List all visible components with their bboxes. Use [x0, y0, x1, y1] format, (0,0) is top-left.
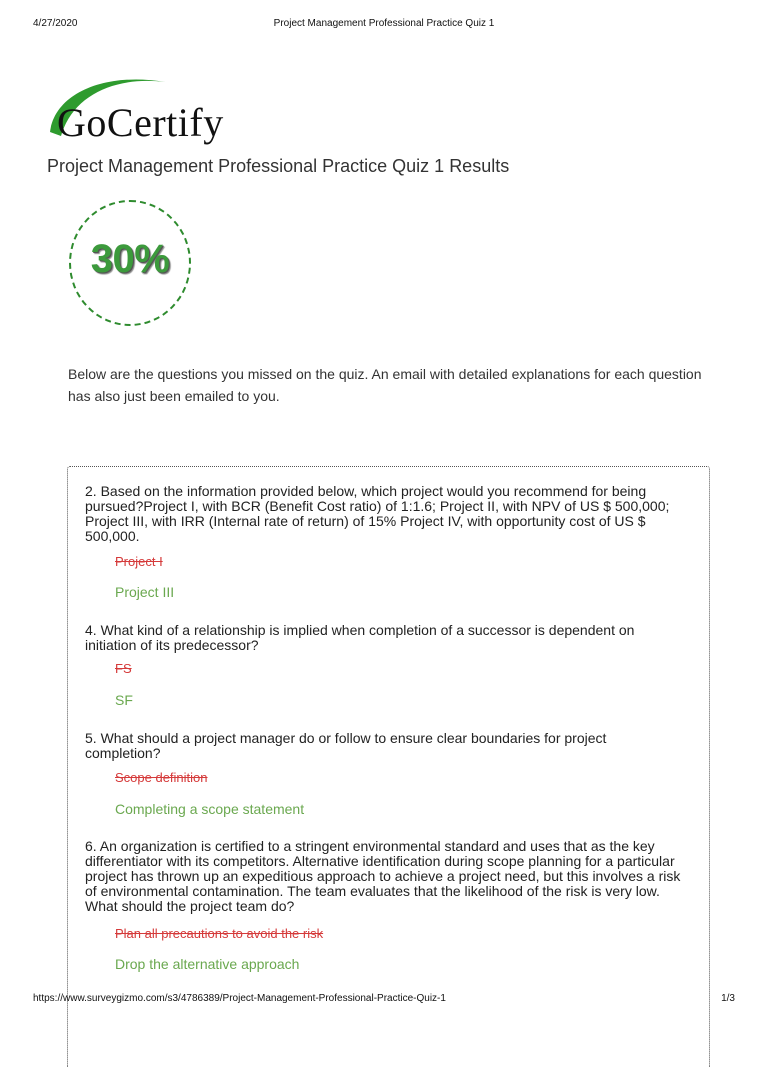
- print-footer: [0, 993, 768, 1007]
- correct-answer: Completing a scope statement: [115, 801, 305, 817]
- print-header: [0, 18, 768, 32]
- question-text: 5. What should a project manager do or follow to ensure clear boundaries for project completion?: [85, 730, 607, 761]
- intro-text: Below are the questions you missed on the quiz. An email with detailed explanations for each question has also just been emailed to you.: [68, 366, 702, 404]
- score-value: 30%: [90, 236, 170, 281]
- print-url: https://www.surveygizmo.com/s3/4786389/Project-Management-Professional-Practice-Quiz-1: [33, 993, 446, 1004]
- wrong-answer: Project I: [115, 554, 163, 569]
- print-page-number: 1/3: [721, 993, 735, 1004]
- correct-answer: Project III: [115, 584, 175, 600]
- question-text: 2. Based on the information provided below, which project would you recommend for being pursued?Project I, with BCR (Benefit Cost ratio) of 1:1.6; Project II, with NPV of US $ 500,000; Project III, with IRR (Internal rate of return) of 15% Project IV, with opportunity cost of US $ 500,000.: [85, 483, 670, 544]
- score-circle: [69, 200, 191, 326]
- wrong-answer: FS: [115, 661, 132, 676]
- correct-answer: Drop the alternative approach: [115, 956, 300, 972]
- print-document-title: Project Management Professional Practice Quiz 1: [273, 18, 495, 29]
- question-text: 6. An organization is certified to a stringent environmental standard and uses that as the key differentiator with its competitors. Alternative identification during scope planning for a particular project has thrown up an expeditious approach to achieve a project need, but this involves a risk of environmental contamination. The team evaluates that the likelihood of the risk is very low. What should the project team do?: [85, 838, 681, 914]
- question-text: 4. What kind of a relationship is implied when completion of a successor is dependent on initiation of its predecessor?: [85, 622, 635, 653]
- gocertify-logo: [47, 70, 247, 150]
- wrong-answer: Plan all precautions to avoid the risk: [115, 926, 324, 941]
- missed-questions-panel: [67, 466, 710, 1067]
- wrong-answer: Scope definition: [115, 770, 208, 785]
- logo-text: GoCertify: [57, 100, 224, 145]
- print-date: 4/27/2020: [33, 18, 78, 29]
- correct-answer: SF: [115, 692, 133, 708]
- page-title: Project Management Professional Practice Quiz 1 Results: [47, 156, 510, 176]
